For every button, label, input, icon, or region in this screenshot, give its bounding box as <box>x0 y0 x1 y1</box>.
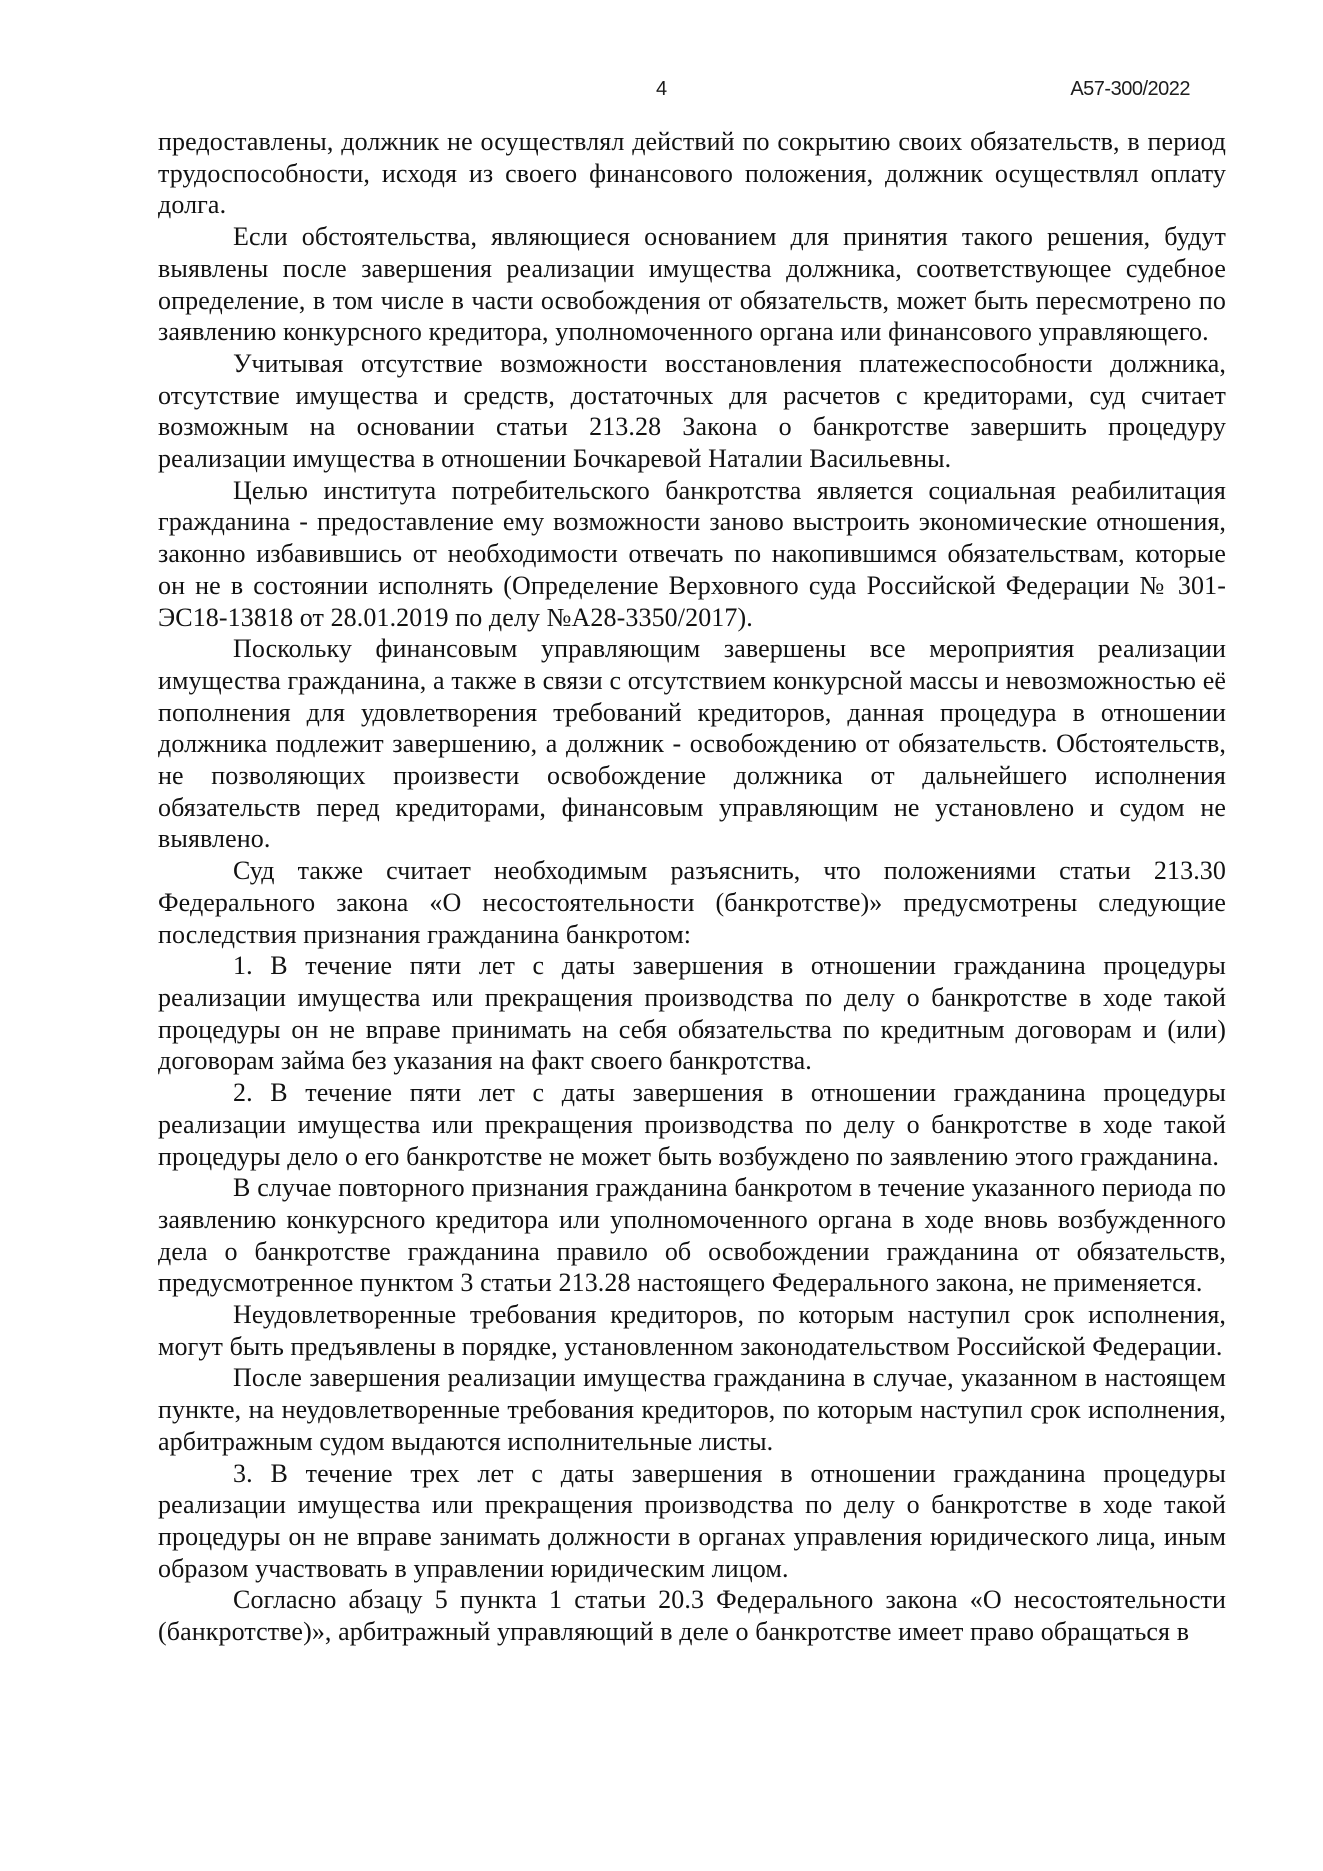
paragraph: В случае повторного признания гражданина банкротом в течение указанного периода по заявлению конкурсного кредитора или уполномоченного органа в ходе вновь возбужденного дела о банкротстве гражданина правило об освобождении гражданина от обязательств, предусмотренное пунктом 3 статьи 213.28 настоящего Федерального закона, не применяется. <box>158 1173 1226 1298</box>
paragraph: Учитывая отсутствие возможности восстановления платежеспособности должника, отсутствие имущества и средств, достаточных для расчетов с кредиторами, суд считает возможным на основании статьи 213.28 Закона о банкротстве завершить процедуру реализации имущества в отношении Бочкаревой Наталии Васильевны. <box>158 348 1226 474</box>
paragraph: Целью института потребительского банкротства является социальная реабилитация гражданина - предоставление ему возможности заново выстроить экономические отношения, законно избавившись от необходимости отвечать по накопившимся обязательствам, которые он не в состоянии исполнять (Определение Верховного суда Российской Федерации № 301-ЭС18-13818 от 28.01.2019 по делу №А28-3350/2017). <box>158 475 1226 632</box>
paragraph: 1. В течение пяти лет с даты завершения в отношении гражданина процедуры реализации имущества или прекращения производства по делу о банкротстве в ходе такой процедуры он не вправе принимать на себя обязательства по кредитным договорам и (или) договорам займа без указания на факт своего банкротства. <box>158 951 1226 1076</box>
paragraph: 3. В течение трех лет с даты завершения в отношении гражданина процедуры реализации имущества или прекращения производства по делу о банкротстве в ходе такой процедуры он не вправе занимать должности в органах управления юридического лица, иным образом участвовать в управлении юридическим лицом. <box>158 1458 1226 1583</box>
paragraph: Суд также считает необходимым разъяснить, что положениями статьи 213.30 Федерального закона «О несостоятельности (банкротстве)» предусмотрены следующие последствия признания гражданина банкротом: <box>158 856 1226 949</box>
paragraph: Неудовлетворенные требования кредиторов, по которым наступил срок исполнения, могут быть предъявлены в порядке, установленном законодательством Российской Федерации. <box>158 1300 1226 1361</box>
paragraph: Согласно абзацу 5 пункта 1 статьи 20.3 Федерального закона «О несостоятельности (банкротстве)», арбитражный управляющий в деле о банкротстве имеет право обращаться в <box>158 1585 1226 1647</box>
paragraph: предоставлены, должник не осуществлял действий по сокрытию своих обязательств, в период трудоспособности, исходя из своего финансового положения, должник осуществлял оплату долга. <box>158 127 1226 220</box>
paragraph: Если обстоятельства, являющиеся основанием для принятия такого решения, будут выявлены после завершения реализации имущества должника, соответствующее судебное определение, в том числе в части освобождения от обязательств, может быть пересмотрено по заявлению конкурсного кредитора, уполномоченного органа или финансового управляющего. <box>158 222 1226 347</box>
page-header <box>0 76 1323 102</box>
paragraph: 2. В течение пяти лет с даты завершения в отношении гражданина процедуры реализации имущества или прекращения производства по делу о банкротстве в ходе такой процедуры дело о его банкротстве не может быть возбуждено по заявлению этого гражданина. <box>158 1078 1226 1171</box>
paragraph: После завершения реализации имущества гражданина в случае, указанном в настоящем пункте, на неудовлетворенные требования кредиторов, по которым наступил срок исполнения, арбитражным судом выдаются исполнительные листы. <box>158 1363 1226 1456</box>
page-number: 4 <box>655 78 668 100</box>
case-number: А57-300/2022 <box>1070 78 1190 100</box>
document-body <box>158 126 1226 1648</box>
paragraph: Поскольку финансовым управляющим завершены все мероприятия реализации имущества гражданина, а также в связи с отсутствием конкурсной массы и невозможностью её пополнения для удовлетворения требований кредиторов, данная процедура в отношении должника подлежит завершению, а должник - освобождению от обязательств. Обстоятельств, не позволяющих произвести освобождение должника от дальнейшего исполнения обязательств перед кредиторами, финансовым управляющим не установлено и судом не выявлено. <box>158 634 1226 854</box>
